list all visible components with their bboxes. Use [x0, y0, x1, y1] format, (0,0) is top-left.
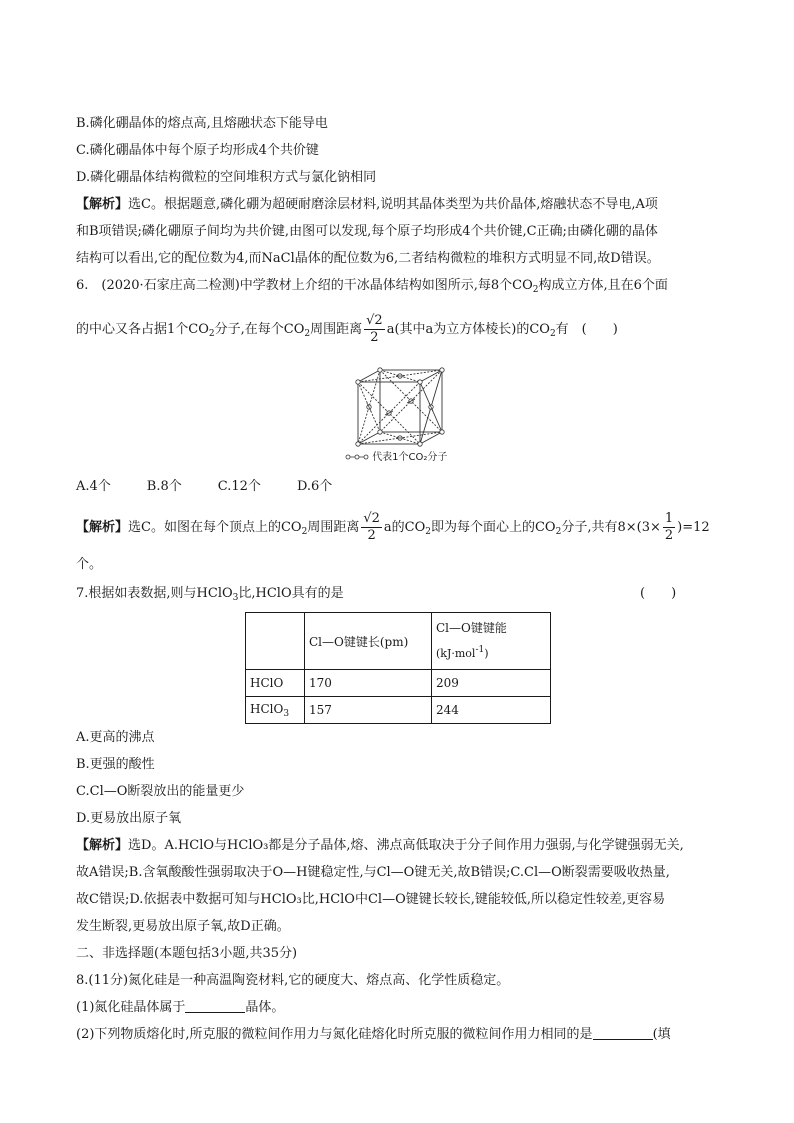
q6-analysis-line2: 个。 — [76, 557, 103, 572]
q8-part1: (1)氮化硅晶体属于 晶体。 — [76, 1000, 285, 1015]
analysis-tag: 【解析】 — [76, 197, 129, 212]
q7-option-a: A.更高的沸点 — [76, 730, 155, 745]
table-header-bond-energy: Cl—O键键能 (kJ·mol$^{-1}$) — [432, 613, 551, 670]
table-cell-energy: 244 — [432, 697, 551, 724]
q5-analysis-line3: 结构可以看出,它的配位数为4,而NaCl晶体的配位数为6,二者结构微粒的堆积方式明显不同,故D错误。 — [76, 251, 660, 266]
q7-analysis-line3: 故C错误;D.依据表中数据可知与HClO₃比,HClO中Cl—O键键长较长,键能较低,所以稳定性较差,更容易 — [76, 892, 666, 907]
one-half-fraction: $\frac{1}{2}$ — [664, 511, 674, 543]
q5-option-c: C.磷化硼晶体中每个原子均形成4个共价键 — [76, 143, 319, 158]
q7-option-c: C.Cl—O断裂放出的能量更少 — [76, 784, 245, 799]
sqrt2-over-2-fraction: $\frac{√2}{2}$ — [363, 511, 380, 543]
co2-molecule-legend-icon — [345, 453, 369, 461]
analysis-tag: 【解析】 — [76, 838, 129, 853]
table-row — [246, 670, 551, 697]
table-header-bond-length: Cl—O键键长(pm) — [305, 613, 432, 670]
q6-option-b: B.8个 — [146, 479, 182, 494]
q5-analysis-line1: 【解析】选C。根据题意,磷化硼为超硬耐磨涂层材料,说明其晶体类型为共价晶体,熔融状态不导电,A项 — [76, 197, 658, 212]
dry-ice-crystal-figure — [340, 362, 466, 462]
q7-option-b: B.更强的酸性 — [76, 757, 155, 772]
table-cell-energy: 209 — [432, 670, 551, 697]
q6-option-d: D.6个 — [296, 479, 333, 494]
q7-stem: 7.根据如表数据,则与HClO$_3$比,HClO具有的是 — [76, 586, 344, 603]
table-cell-name: HClO$_3$ — [246, 697, 305, 724]
q6-option-a: A.4个 — [76, 479, 111, 494]
answer-blank[interactable] — [185, 998, 245, 1013]
q8-part2: (2)下列物质熔化时,所克服的微粒间作用力与氮化硅熔化时所克服的微粒间作用力相同的是 (填 — [76, 1027, 671, 1042]
q5-option-b: B.磷化硼晶体的熔点高,且熔融状态下能导电 — [76, 116, 328, 131]
q7-analysis-line2: 故A错误;B.含氧酸酸性强弱取决于O—H键稳定性,与Cl—O键无关,故B错误;C.Cl—O断裂需要吸收热量, — [76, 865, 670, 880]
q7-analysis-line1: 【解析】选D。A.HClO与HClO₃都是分子晶体,熔、沸点高低取决于分子间作用力强弱,与化学键强弱无关, — [76, 838, 684, 853]
q8-stem: 8.(11分)氮化硅是一种高温陶瓷材料,它的硬度大、熔点高、化学性质稳定。 — [76, 973, 510, 988]
table-cell-name: HClO — [246, 670, 305, 697]
table-cell-length: 170 — [305, 670, 432, 697]
q6-stem-line1: 6. (2020·石家庄高二检测)中学教材上介绍的干冰晶体结构如图所示,每8个$CO_2$构成立方体,且在6个面 — [76, 278, 668, 295]
table-header-row — [246, 613, 551, 670]
q6-options — [76, 477, 332, 497]
q7-answer-bracket: ( ) — [640, 586, 677, 601]
q5-option-d: D.磷化硼晶体结构微粒的空间堆积方式与氯化钠相同 — [76, 170, 377, 185]
q6-option-c: C.12个 — [217, 479, 261, 494]
q7-option-d: D.更易放出原子氧 — [76, 811, 182, 826]
table-header-empty — [246, 613, 305, 670]
q6-analysis-line1: 【解析】选C。如图在每个顶点上的$CO_2$周围距离 $\frac{√2}{2}$ a的$CO_2$即为每个面心上的$CO_2$分子,共有8×(3× $\frac{1}{2}$ )=12 — [76, 511, 710, 543]
bond-data-table — [245, 612, 551, 724]
answer-blank[interactable] — [593, 1025, 653, 1040]
q5-analysis-line2: 和B项错误;磷化硼原子间均为共价键,由图可以发现,每个原子均形成4个共价键,C正确;由磷化硼的晶体 — [76, 224, 658, 239]
q6-stem-line2: 的中心又各占据1个$CO_2$分子,在每个$CO_2$周围距离 $\frac{√2}{2}$ a(其中a为立方体棱长)的$CO_2$有 ( ) — [76, 313, 618, 345]
figure-caption: 代表1个CO₂分子 — [345, 448, 447, 463]
analysis-tag: 【解析】 — [76, 520, 129, 535]
table-cell-length: 157 — [305, 697, 432, 724]
table-row — [246, 697, 551, 724]
sqrt2-over-2-fraction: $\frac{√2}{2}$ — [366, 313, 383, 345]
section-title: 二、非选择题(本题包括3小题,共35分) — [76, 946, 298, 961]
q7-analysis-line4: 发生断裂,更易放出原子氧,故D正确。 — [76, 919, 290, 934]
